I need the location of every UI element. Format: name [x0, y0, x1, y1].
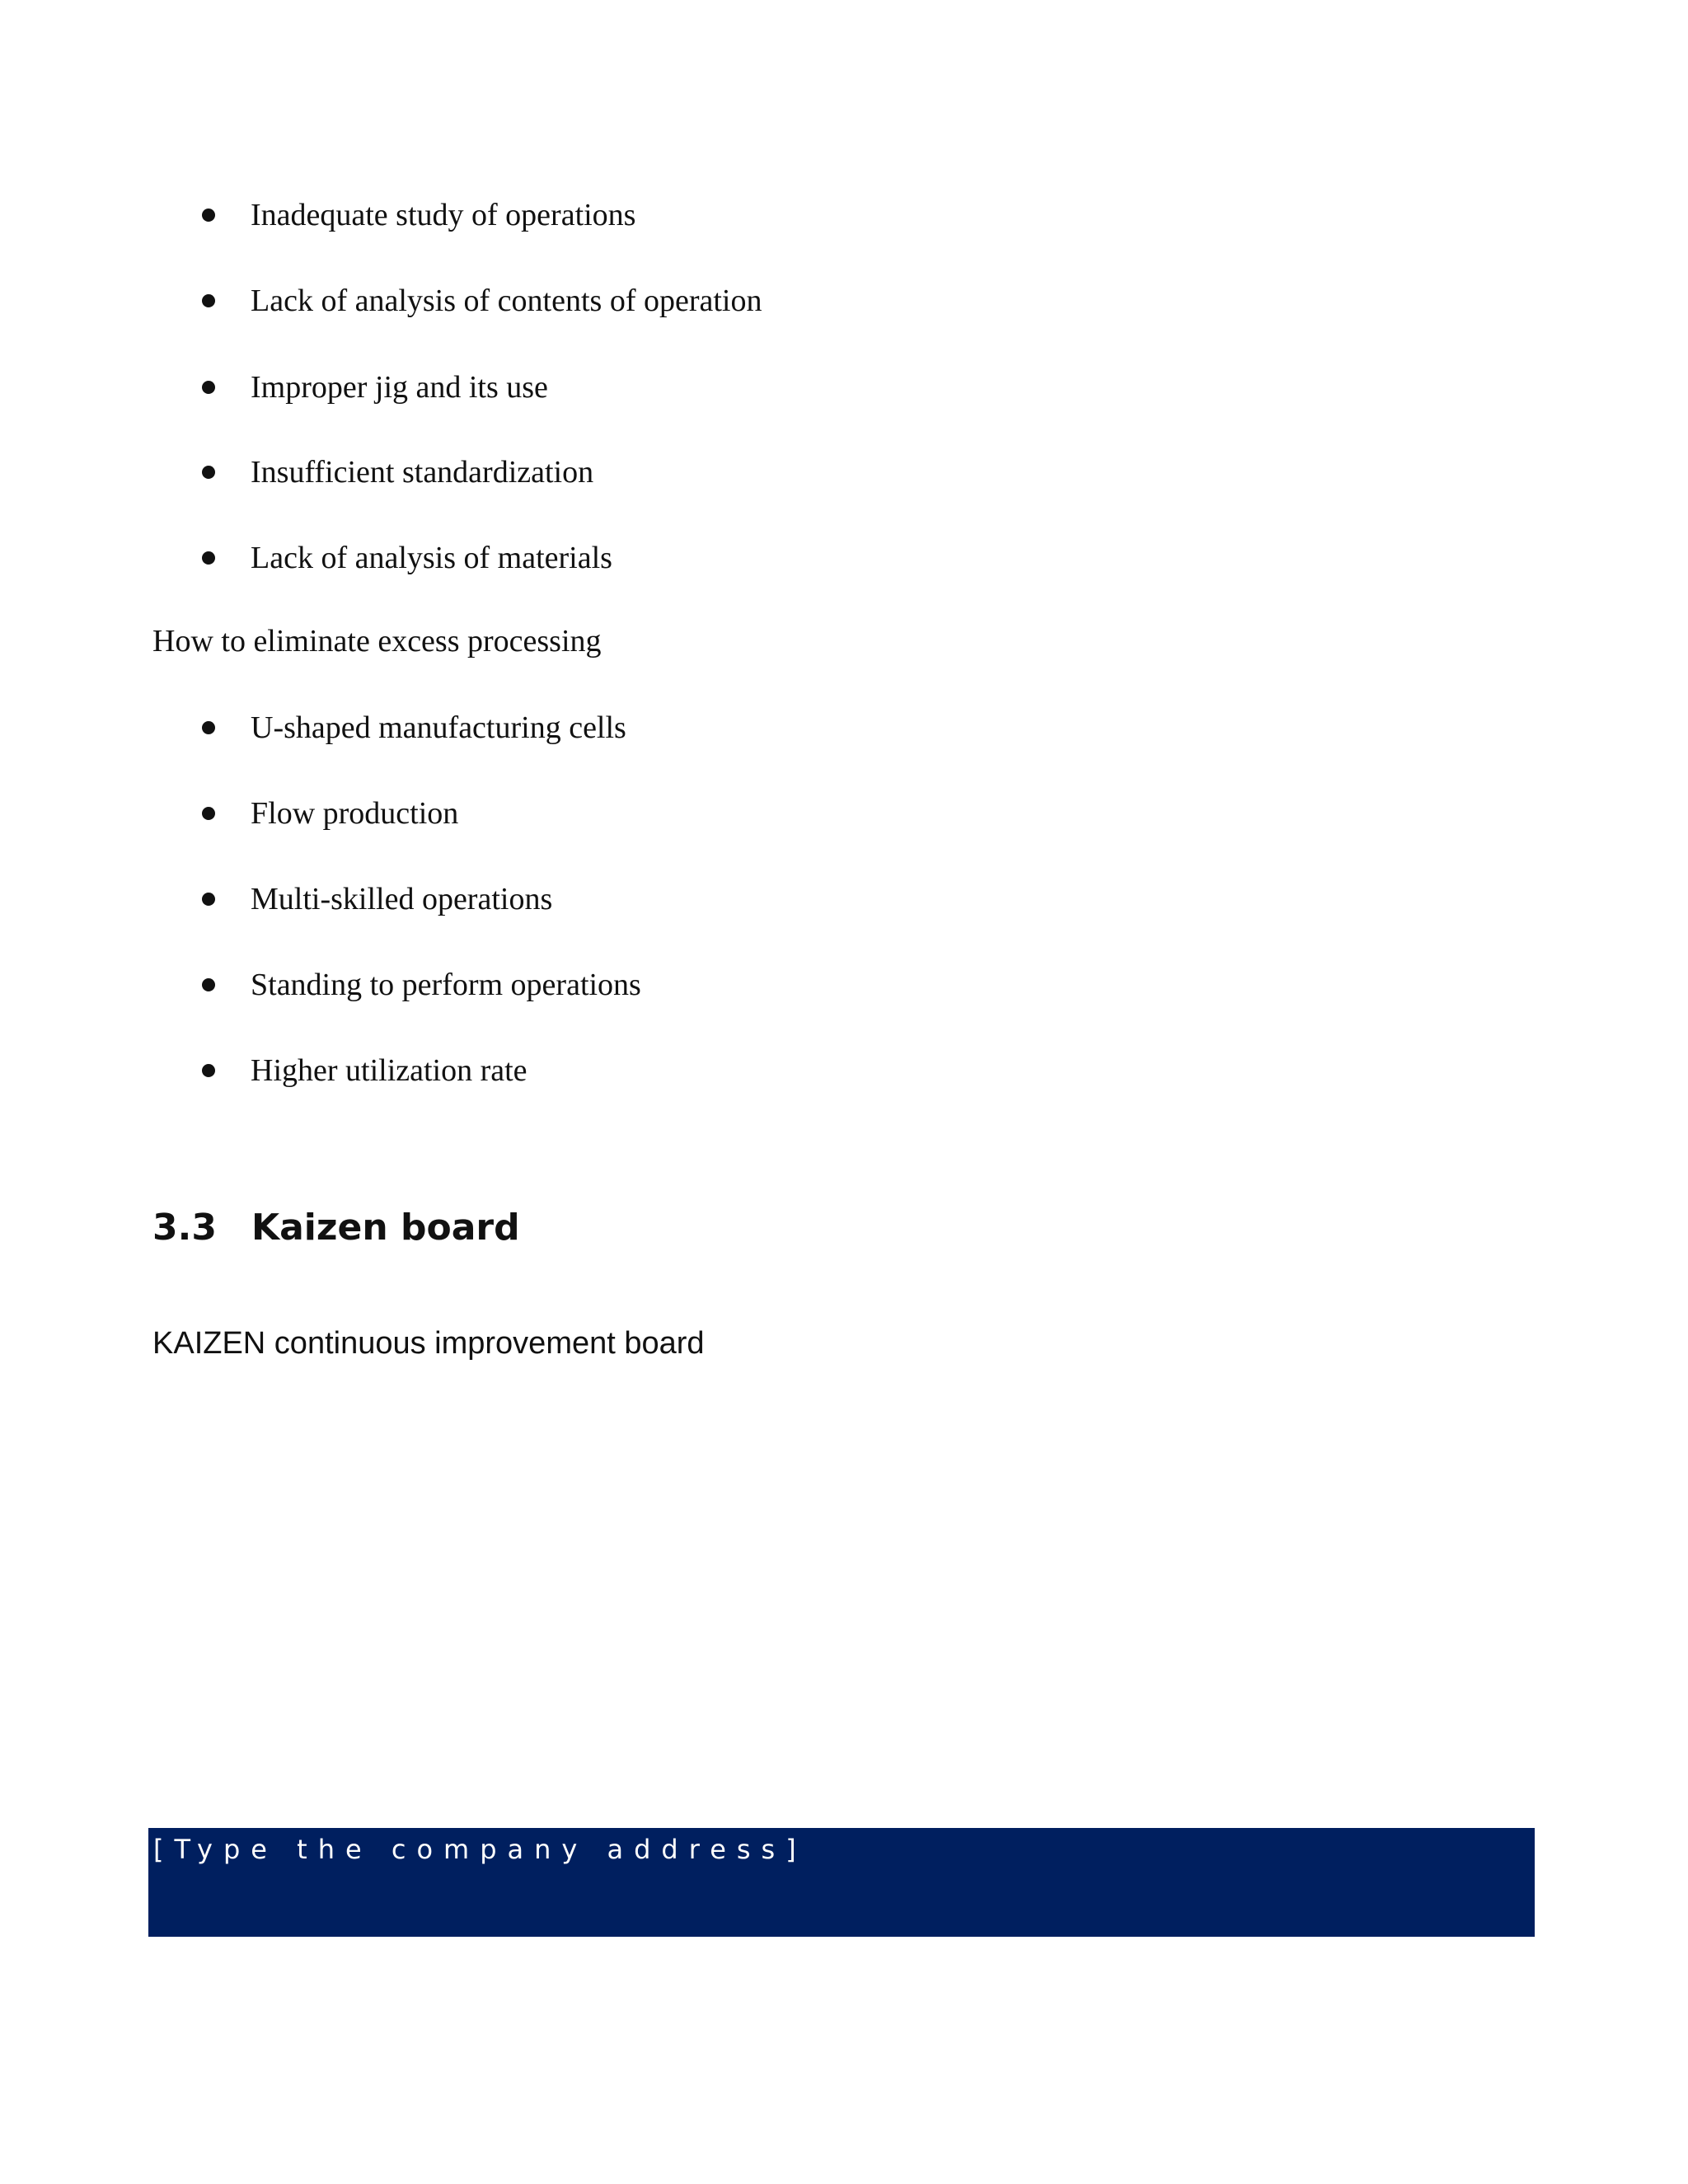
company-address-placeholder[interactable]: [Type the company address] — [153, 1834, 807, 1865]
bullet-dot-icon — [202, 209, 215, 222]
bullet-dot-icon — [202, 893, 215, 906]
bullet-dot-icon — [202, 551, 215, 565]
list-item-text: Flow production — [251, 796, 459, 831]
bullet-dot-icon — [202, 466, 215, 479]
list-item-text: U-shaped manufacturing cells — [251, 710, 626, 745]
list-item — [0, 703, 1484, 752]
bullet-dot-icon — [202, 1064, 215, 1077]
footer-address-bar — [148, 1828, 1535, 1937]
bullet-dot-icon — [202, 381, 215, 394]
bullet-dot-icon — [202, 294, 215, 307]
list-item-text: Improper jig and its use — [251, 370, 548, 405]
list-item-text: Lack of analysis of contents of operation — [251, 284, 762, 318]
list-item — [0, 448, 1484, 497]
list-item-text: Multi-skilled operations — [251, 882, 553, 916]
list-item — [0, 960, 1484, 1010]
section-number: 3.3 — [152, 1207, 217, 1249]
paragraph-eliminate-processing: How to eliminate excess processing — [152, 624, 602, 658]
list-item — [0, 1046, 1484, 1095]
list-item-text: Inadequate study of operations — [251, 198, 636, 232]
list-item — [0, 276, 1484, 326]
list-item-text: Standing to perform operations — [251, 968, 641, 1002]
list-item-text: Lack of analysis of materials — [251, 541, 612, 575]
bullet-dot-icon — [202, 721, 215, 734]
bullet-dot-icon — [202, 807, 215, 820]
figure-caption: KAIZEN continuous improvement board — [152, 1326, 705, 1361]
list-item — [0, 789, 1484, 838]
list-item-text: Insufficient standardization — [251, 455, 594, 490]
list-item — [0, 190, 1484, 240]
list-item — [0, 533, 1484, 583]
list-item — [0, 363, 1484, 412]
bullet-dot-icon — [202, 978, 215, 991]
list-item — [0, 874, 1484, 924]
list-item-text: Higher utilization rate — [251, 1053, 528, 1088]
section-title: Kaizen board — [251, 1207, 520, 1249]
